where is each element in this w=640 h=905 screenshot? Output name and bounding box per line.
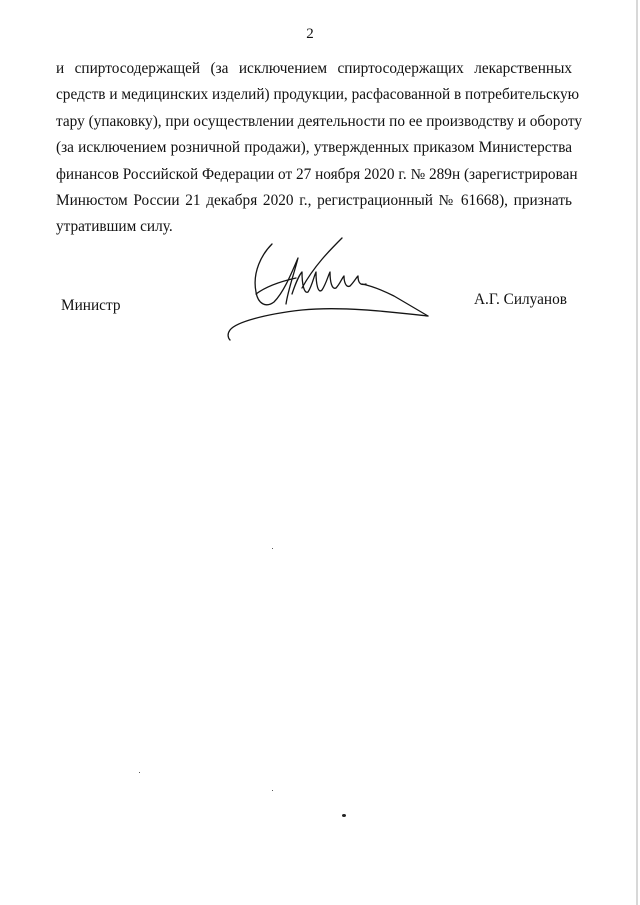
scan-speck bbox=[272, 548, 273, 549]
paragraph-line: утратившим силу. bbox=[56, 218, 173, 236]
signatory-name: А.Г. Силуанов bbox=[474, 291, 567, 308]
scan-speck bbox=[342, 814, 346, 817]
paragraph-line: средств и медицинских изделий) продукции, расфасованной в потребительскую bbox=[56, 86, 580, 104]
handwritten-signature bbox=[222, 232, 434, 342]
paragraph-line: (за исключением розничной продажи), утвержденных приказом Министерства bbox=[56, 139, 572, 157]
scan-speck bbox=[139, 772, 140, 773]
signatory-title: Министр bbox=[61, 297, 121, 314]
paragraph-line: финансов Российской Федерации от 27 ноября 2020 г. № 289н (зарегистрирован bbox=[56, 165, 578, 183]
scan-edge bbox=[636, 0, 638, 905]
paragraph-line: тару (упаковку), при осуществлении деятельности по ее производству и обороту bbox=[56, 112, 583, 130]
page-number: 2 bbox=[306, 26, 314, 42]
paragraph-line: и спиртосодержащей (за исключением спиртосодержащих лекарственных bbox=[56, 60, 572, 77]
paragraph-line: Минюстом России 21 декабря 2020 г., регистрационный № 61668), признать bbox=[56, 191, 572, 209]
body-paragraph bbox=[56, 56, 583, 241]
scan-speck bbox=[272, 790, 273, 791]
